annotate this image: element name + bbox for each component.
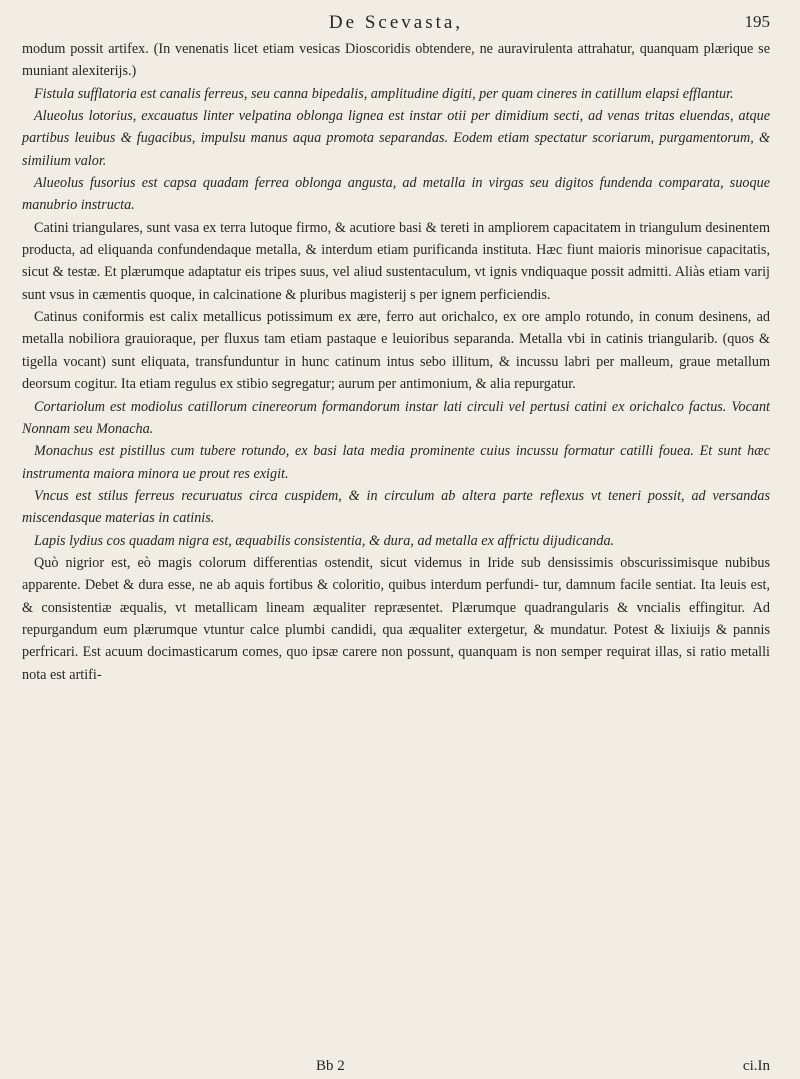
paragraph: Quò nigrior est, eò magis colorum differentias ostendit, sicut videmus in Iride sub densissimis obscurissimisque nubibus apparente. Debet & dura esse, ne ab aquis fortibus & coloritio, quibus interdum perfundi- tur, damnum facile sentiat. Ita leuis est, & consistentiæ æqualis, vt metallicam lineam æqualiter repræsentet. Plærumque quadrangularis & vncialis effingitur. Ad repurgandum eum plærumque vtuntur calce plumbi candidi, qua æqualiter extergetur, & mundatur. Potest & lixiuijs & pannis perfricari. Est acuum docimasticarum comes, quo ipsæ carere non possunt, quanquam is non semper requirat illas, si ratio metalli nota est artifi- [22, 554, 770, 683]
running-title: De Scevasta, [328, 12, 464, 33]
page-number: 195 [744, 12, 770, 31]
paragraph: Catinus coniformis est calix metallicus potissimum ex ære, ferro aut orichalco, ex ore amplo rotundo, in conum desinens, ad metalla nobiliora grauioraque, per fluxus tam etiam pastaque e leuioribus separanda. Metalla vbi in catinis triangularib. (quos & tigella vocant) sunt eliquata, transfunduntur in hunc catinum intus sebo illitum, & incussu labri per malleum, graue metallum deorsum cogitur. Ita etiam regulus ex stibio segregatur; aurum per antimonium, & alia repurgatur. [22, 309, 770, 393]
paragraph: modum possit artifex. (In venenatis licet etiam vesicas Dioscoridis obtendere, ne auravirulenta attrahatur, quanquam plærique se muniant alexiterijs.) [22, 41, 770, 80]
running-head [22, 8, 770, 38]
paragraph: Monachus est pistillus cum tubere rotundo, ex basi lata media prominente cuius incussu formatur catilli fouea. Et sunt hæc instrumenta maiora minora ue prout res exigit. [22, 443, 770, 482]
paragraph: Catini triangulares, sunt vasa ex terra lutoque firmo, & acutiore basi & tereti in ampliorem capacitatem in triangulum desinentem producta, ad eliquanda confundendaque metalla, & interdum etiam purificanda instituta. Hæc fiunt maioris minorisue capacitatis, sicut & testæ. Et plærumque adaptatur eis tripes suus, vel aliud sustentaculum, vt ignis vndiquaque possit admitti. Aliàs etiam varij sunt vsus in cæmentis quoque, in calcinatione & pluribus magisterij s per ignem perficiendis. [22, 219, 770, 303]
paragraph: Vncus est stilus ferreus recuruatus circa cuspidem, & in circulum ab altera parte reflexus vt teneri possit, ad versandas miscendasque materias in catinis. [22, 487, 770, 527]
paragraph: Alueolus lotorius, excauatus linter velpatina oblonga lignea est instar otii per dimidium secti, ad venas tritas eluendas, atque partibus leuibus & fugacibus, impulsu manus aqua promota separandas. Eodem etiam spectatur scoriarum, purgamentorum, & similium valor. [22, 108, 770, 169]
paragraph: Lapis lydius cos quadam nigra est, æquabilis consistentia, & dura, ad metalla ex affrictu dijudicanda. [34, 532, 615, 549]
paragraph: Alueolus fusorius est capsa quadam ferrea oblonga angusta, ad metalla in virgas seu digitos fundenda comparata, suoque manubrio instructa. [22, 175, 770, 214]
body-text [22, 38, 770, 686]
catchword: ci.In [742, 1058, 770, 1074]
signature-mark: Bb 2 [316, 1058, 345, 1074]
paragraph: Cortariolum est modiolus catillorum cinereorum formandorum instar lati circuli vel pertusi catini ex orichalco factus. Vocant Nonnam seu Monacha. [22, 398, 770, 437]
paragraph: Fistula sufflatoria est canalis ferreus, seu canna bipedalis, amplitudine digiti, per quam cineres in catillum elapsi efflantur. [34, 85, 734, 102]
